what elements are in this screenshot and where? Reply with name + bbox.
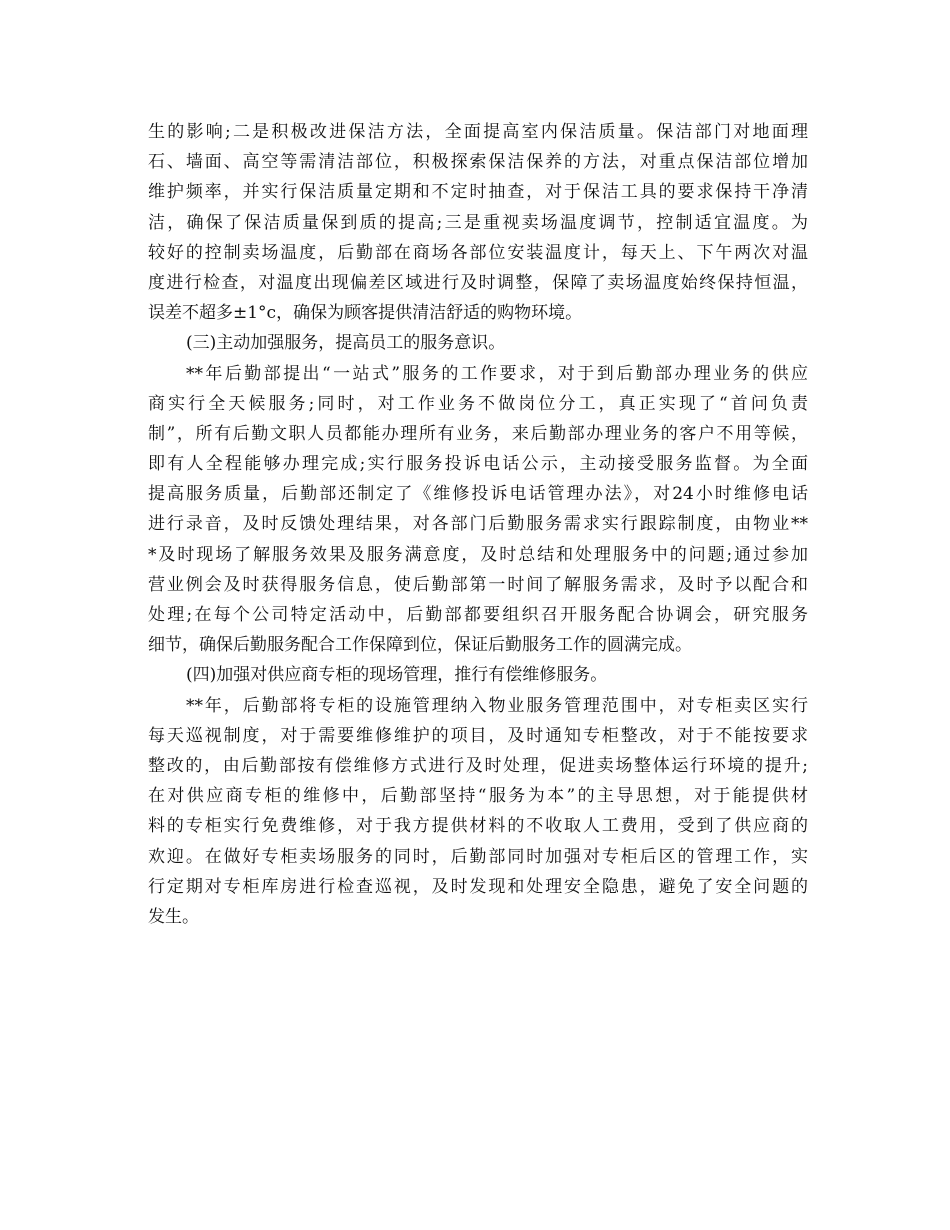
text-line: 商实行全天候服务;同时，对工作业务不做岗位分工，真正实现了“首问负责 — [148, 393, 808, 414]
text-line: 较好的控制卖场温度，后勤部在商场各部位安装温度计，每天上、下午两次对温 — [148, 242, 808, 263]
text-line: 处理;在每个公司特定活动中，后勤部都要组织召开服务配合协调会，研究服务 — [148, 605, 808, 625]
text-line: 细节，确保后勤服务配合工作保障到位，保证后勤服务工作的圆满完成。 — [148, 635, 692, 656]
text-line: 石、墙面、高空等需清洁部位，积极探索保洁保养的方法，对重点保洁部位增加 — [148, 152, 808, 173]
text-line: 营业例会及时获得服务信息，使后勤部第一时间了解服务需求，及时予以配合和 — [148, 574, 808, 595]
heading-counters — [148, 660, 808, 690]
text-line: 即有人全程能够办理完成;实行服务投诉电话公示，主动接受服务监督。为全面 — [148, 454, 808, 475]
text-line: 误差不超多±1°c，确保为顾客提供清洁舒适的购物环境。 — [148, 303, 583, 324]
text-line: **年，后勤部将专柜的设施管理纳入物业服务管理范围中，对专柜卖区实行 — [186, 695, 808, 716]
text-line: 在对供应商专柜的维修中，后勤部坚持“服务为本”的主导思想，对于能提供材 — [148, 786, 808, 807]
document-body — [148, 117, 808, 932]
text-line: 度进行检查，对温度出现偏差区域进行及时调整，保障了卖场温度始终保持恒温， — [148, 272, 808, 293]
text-line: 发生。 — [148, 906, 199, 927]
text-line: 制”，所有后勤文职人员都能办理所有业务，来后勤部办理业务的客户不用等候， — [148, 423, 808, 444]
paragraph-service — [148, 359, 808, 661]
text-line: 进行录音，及时反馈处理结果，对各部门后勤服务需求实行跟踪制度，由物业** — [148, 514, 808, 535]
text-line: 行定期对专柜库房进行检查巡视，及时发现和处理安全隐患，避免了安全问题的 — [148, 876, 808, 897]
text-line: 欢迎。在做好专柜卖场服务的同时，后勤部同时加强对专柜后区的管理工作，实 — [148, 846, 808, 867]
text-line: (四)加强对供应商专柜的现场管理，推行有偿维修服务。 — [186, 665, 608, 686]
text-line: 生的影响;二是积极改进保洁方法，全面提高室内保洁质量。保洁部门对地面理 — [148, 122, 808, 142]
text-line: 维护频率，并实行保洁质量定期和不定时抽查，对于保洁工具的要求保持干净清 — [148, 182, 808, 203]
paragraph-cleaning — [148, 117, 808, 328]
heading-service — [148, 328, 808, 358]
text-line: **年后勤部提出“一站式”服务的工作要求，对于到后勤部办理业务的供应 — [186, 363, 808, 384]
text-line: 洁，确保了保洁质量保到质的提高;三是重视卖场温度调节，控制适宜温度。为 — [148, 212, 808, 233]
text-line: 料的专柜实行免费维修，对于我方提供材料的不收取人工费用，受到了供应商的 — [148, 816, 808, 837]
paragraph-counters — [148, 691, 808, 933]
text-line: 提高服务质量，后勤部还制定了《维修投诉电话管理办法》，对24小时维修电话 — [148, 484, 808, 505]
text-line: 整改的，由后勤部按有偿维修方式进行及时处理，促进卖场整体运行环境的提升; — [148, 755, 808, 776]
text-line: (三)主动加强服务，提高员工的服务意识。 — [186, 333, 506, 354]
text-line: 每天巡视制度，对于需要维修维护的项目，及时通知专柜整改，对于不能按要求 — [148, 725, 808, 746]
text-line: *及时现场了解服务效果及服务满意度，及时总结和处理服务中的问题;通过参加 — [148, 544, 808, 565]
